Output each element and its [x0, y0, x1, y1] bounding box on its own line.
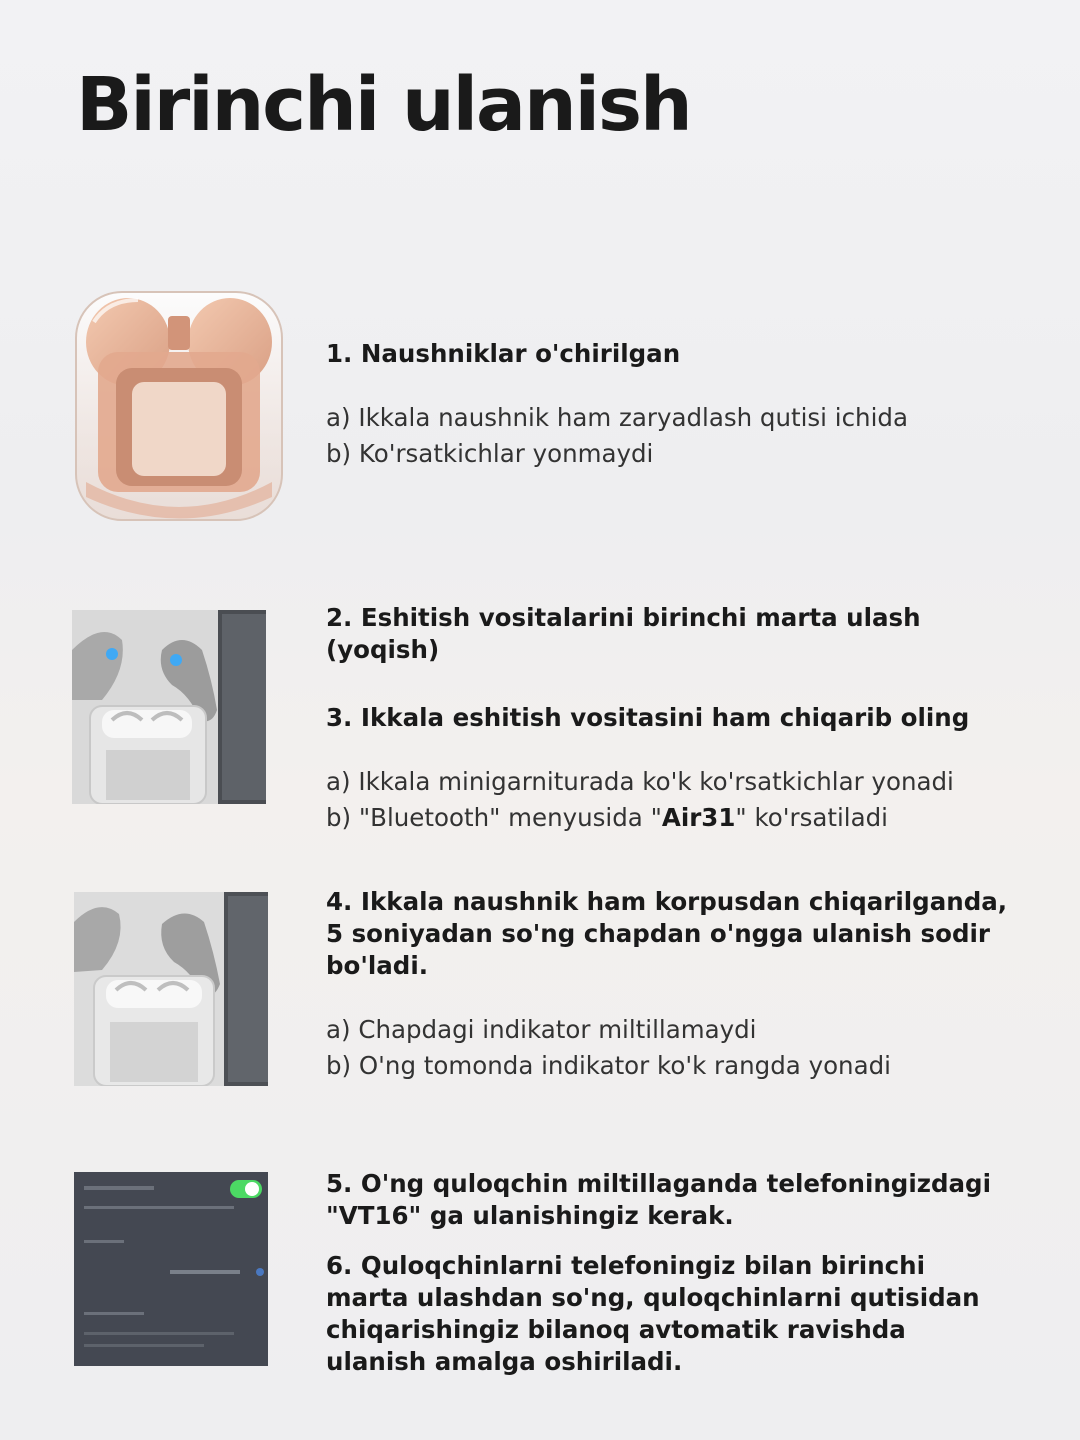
earbuds-case-image [68, 282, 290, 528]
step-5: 5. O'ng quloqchin miltillaganda telefoningizdagi "VT16" ga ulanishingiz kerak. [326, 1169, 991, 1230]
earbuds-out-image [74, 892, 268, 1086]
step-4-item-a: a) Chapdagi indikator miltillamaydi [326, 1015, 757, 1044]
step-3-item-b [326, 800, 1040, 836]
item-b-prefix: b) "Bluetooth" menyusida " [326, 803, 662, 832]
item-b-suffix: " ko'rsatiladi [735, 803, 888, 832]
step-1-item-b: b) Ko'rsatkichlar yonmaydi [326, 439, 654, 468]
section-2 [326, 602, 1040, 836]
device-name: Air31 [661, 803, 736, 832]
section-3 [326, 886, 1020, 1084]
section-1 [326, 338, 1040, 472]
step-3: 3. Ikkala eshitish vositasini ham chiqarib oling [326, 703, 970, 732]
step-1-item-a: a) Ikkala naushnik ham zaryadlash qutisi ichida [326, 403, 908, 432]
step-4-item-b: b) O'ng tomonda indikator ko'k rangda yonadi [326, 1051, 891, 1080]
step-3-item-a: a) Ikkala minigarniturada ko'k ko'rsatkichlar yonadi [326, 767, 954, 796]
step-2: 2. Eshitish vositalarini birinchi marta ulash (yoqish) [326, 603, 921, 664]
section-4 [326, 1168, 1010, 1378]
earbuds-open-image [72, 610, 266, 804]
phone-bluetooth-screen-image [74, 1172, 268, 1366]
step-4: 4. Ikkala naushnik ham korpusdan chiqarilganda, 5 soniyadan so'ng chapdan o'ngga ulanish sodir bo'ladi. [326, 887, 1008, 980]
step-6: 6. Quloqchinlarni telefoningiz bilan birinchi marta ulashdan so'ng, quloqchinlarni qutisidan chiqarishingiz bilanoq avtomatik ravishda ulanish amalga oshiriladi. [326, 1251, 980, 1376]
step-1: 1. Naushniklar o'chirilgan [326, 339, 681, 368]
page-title: Birinchi ulanish [76, 62, 691, 148]
